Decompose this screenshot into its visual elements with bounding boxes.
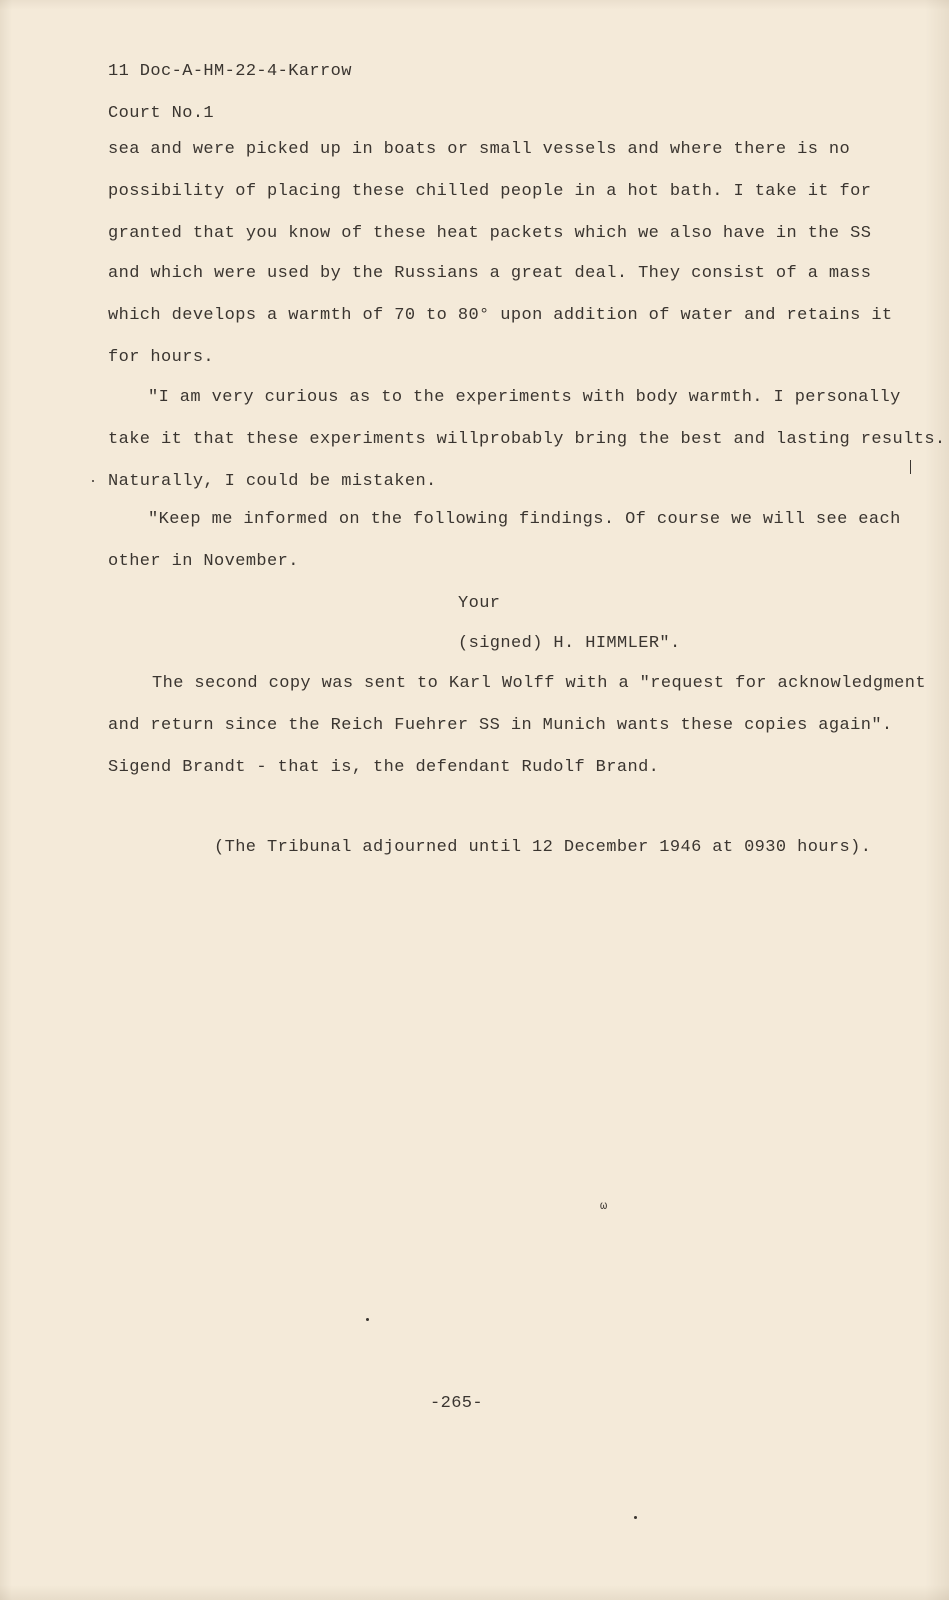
body-line: Sigend Brandt - that is, the defendant Rudolf Brand. <box>108 758 660 777</box>
page-number: -265- <box>430 1394 484 1413</box>
closing-your: Your <box>458 594 501 613</box>
paper-speck <box>910 460 911 474</box>
body-line: and which were used by the Russians a great deal. They consist of a mass <box>108 264 872 283</box>
body-line: for hours. <box>108 348 215 367</box>
adjournment-note: (The Tribunal adjourned until 12 December 1946 at 0930 hours). <box>214 838 872 857</box>
body-line: take it that these experiments willprobably bring the best and lasting results. <box>108 430 946 449</box>
body-line: granted that you know of these heat packets which we also have in the SS <box>108 224 872 243</box>
signature-line: (signed) H. HIMMLER". <box>458 634 681 653</box>
small-mark: ω <box>600 1199 608 1213</box>
court-number: Court No.1 <box>108 104 215 123</box>
body-line: and return since the Reich Fuehrer SS in Munich wants these copies again". <box>108 716 893 735</box>
paper-speck <box>634 1516 637 1519</box>
body-line: Naturally, I could be mistaken. <box>108 472 437 491</box>
body-line: "Keep me informed on the following findings. Of course we will see each <box>148 510 901 529</box>
body-line: possibility of placing these chilled people in a hot bath. I take it for <box>108 182 872 201</box>
paper-speck <box>366 1318 369 1321</box>
document-reference: 11 Doc-A-HM-22-4-Karrow <box>108 62 352 81</box>
body-line: which develops a warmth of 70 to 80° upon addition of water and retains it <box>108 306 893 325</box>
body-line: sea and were picked up in boats or small vessels and where there is no <box>108 140 851 159</box>
body-line: "I am very curious as to the experiments with body warmth. I personally <box>148 388 901 407</box>
body-line: The second copy was sent to Karl Wolff with a "request for acknowledgment <box>152 674 926 693</box>
paper-speck <box>92 480 94 482</box>
body-line: other in November. <box>108 552 299 571</box>
